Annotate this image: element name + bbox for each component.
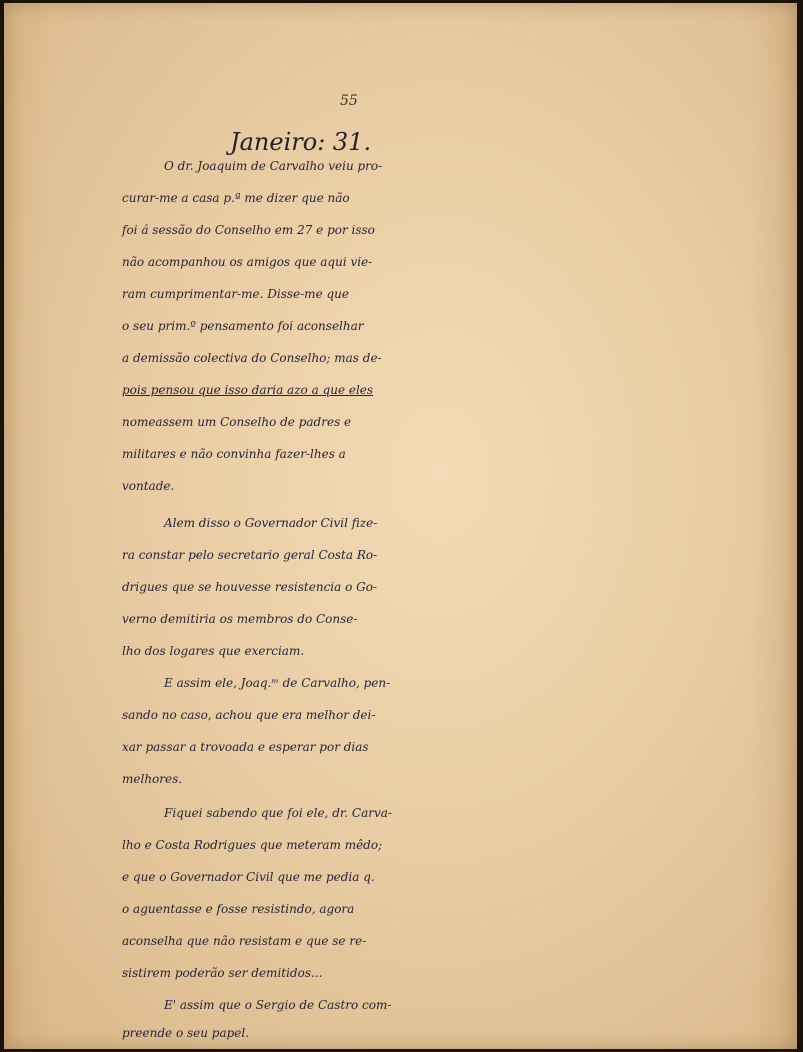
text-line: melhores.: [122, 772, 183, 786]
text-line: drigues que se houvesse resistencia o Go-: [122, 580, 378, 594]
entry-date: Janeiro: 31.: [230, 128, 372, 156]
text-line: curar-me a casa p.ª me dizer que não: [122, 191, 350, 205]
text-line: vontade.: [122, 479, 175, 493]
text-line: sando no caso, achou que era melhor dei-: [122, 708, 376, 722]
text-line: ram cumprimentar-me. Disse-me que: [122, 287, 349, 301]
text-line: lho dos logares que exerciam.: [122, 644, 305, 658]
text-line: nomeassem um Conselho de padres e: [122, 415, 352, 429]
text-line: a demissão colectiva do Conselho; mas de-: [122, 351, 382, 365]
text-line: e que o Governador Civil que me pedia q.: [122, 870, 375, 884]
text-line: pois pensou que isso daria azo a que eles: [122, 383, 374, 397]
text-line: militares e não convinha fazer-lhes a: [122, 447, 346, 461]
text-line: Fiquei sabendo que foi ele, dr. Carva-: [164, 806, 392, 820]
text-line: preende o seu papel.: [122, 1026, 250, 1040]
page-number: 55: [340, 93, 358, 109]
notebook-page: [4, 3, 797, 1049]
text-line: E' assim que o Sergio de Castro com-: [164, 998, 392, 1012]
text-line: não acompanhou os amigos que aqui vie-: [122, 255, 373, 269]
text-line: verno demitiria os membros do Conse-: [122, 612, 358, 626]
text-line: Alem disso o Governador Civil fize-: [164, 516, 378, 530]
text-line: foi á sessão do Conselho em 27 e por isso: [122, 223, 375, 237]
text-line: ra constar pelo secretario geral Costa Ro-: [122, 548, 378, 562]
text-line: o aguentasse e fosse resistindo, agora: [122, 902, 355, 916]
text-line: sistirem poderão ser demitidos...: [122, 966, 323, 980]
text-line: O dr. Joaquim de Carvalho veiu pro-: [164, 159, 383, 173]
text-line: xar passar a trovoada e esperar por dias: [122, 740, 369, 754]
text-line: aconselha que não resistam e que se re-: [122, 934, 367, 948]
text-line: E assim ele, Joaq.ᵐ de Carvalho, pen-: [164, 676, 391, 690]
text-line: o seu prim.º pensamento foi aconselhar: [122, 319, 364, 333]
text-line: lho e Costa Rodrigues que meteram mêdo;: [122, 838, 383, 852]
